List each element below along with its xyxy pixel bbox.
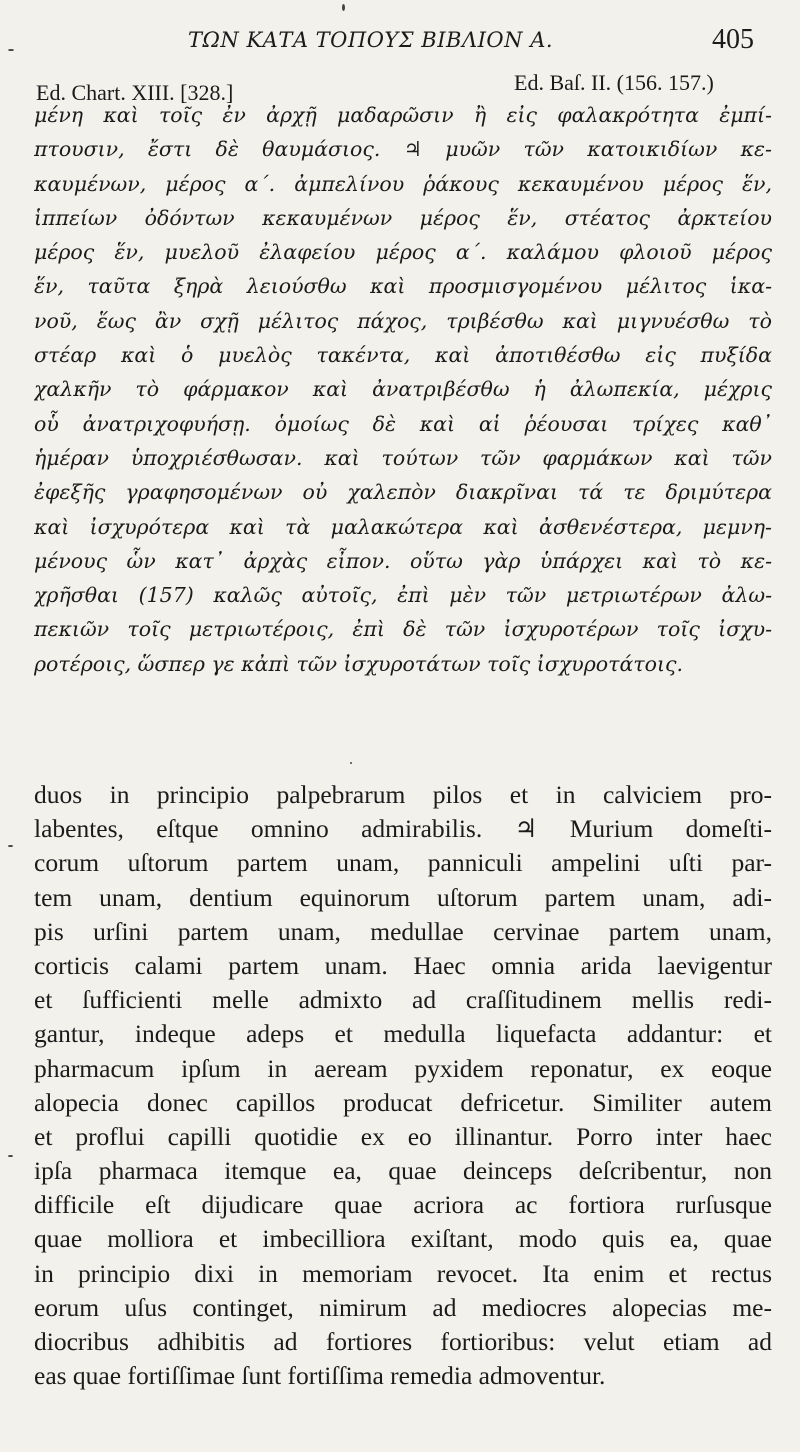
greek-text-line: νοῦ, ἕως ἂν σχῇ μέλιτος πάχος, τριβέσθω καὶ μιγνυέσθω τὸ <box>34 308 772 333</box>
page-number: 405 <box>712 24 754 55</box>
latin-text-line: quae molliora et imbecilliora exiſtant, modo quis ea, quae <box>34 1224 772 1254</box>
greek-text-line: μένους ὧν κατ᾽ ἀρχὰς εἶπον. οὕτω γὰρ ὑπάρχει καὶ τὸ κε- <box>34 548 772 573</box>
running-title: ΤΩΝ ΚΑΤΑ ΤΟΠΟΥΣ ΒΙΒΛΙΟΝ Α. <box>188 28 554 52</box>
greek-text-line: ἡμέραν ὑποχριέσθωσαν. καὶ τούτων τῶν φαρμάκων καὶ τῶν <box>34 445 772 470</box>
latin-text-line: diocribus adhibitis ad fortiores fortioribus: velut etiam ad <box>34 1327 772 1356</box>
latin-text-line: pharmacum ipſum in aeream pyxidem reponatur, ex eoque <box>34 1053 772 1083</box>
latin-text-line: eas quae fortiſſimae ſunt fortiſſima remedia admoventur. <box>34 1361 606 1391</box>
greek-text-line: χαλκῆν τὸ φάρμακον καὶ ἀνατριβέσθω ἡ ἀλωπεκία, μέχρις <box>34 377 772 402</box>
latin-text-line: eorum uſus continget, nimirum ad mediocres alopecias me- <box>34 1292 772 1322</box>
greek-text-line: μέρος ἕν, μυελοῦ ἐλαφείου μέρος α΄. καλάμου φλοιοῦ μέρος <box>34 240 772 265</box>
edition-reference-basel: Ed. Baſ. II. (156. 157.) <box>514 70 714 95</box>
latin-text-line: corum uſtorum partem unam, panniculi ampelini uſti par- <box>34 848 772 878</box>
latin-text-line: gantur, indeque adeps et medulla liquefacta addantur: et <box>34 1019 772 1049</box>
greek-text-line: ροτέροις, ὥσπερ γε κἀπὶ τῶν ἰσχυροτάτων τοῖς ἰσχυροτάτοις. <box>34 651 684 676</box>
greek-text-line: ἕν, ταῦτα ξηρὰ λειούσθω καὶ προσμισγομένου μέλιτος ἱκα- <box>34 274 772 299</box>
greek-text-line: καυμένων, μέρος α΄. ἀμπελίνου ῥάκους κεκαυμένου μέρος ἕν, <box>34 171 772 196</box>
greek-text-line: οὗ ἀνατριχοφυήσῃ. ὁμοίως δὲ καὶ αἱ ῥέουσαι τρίχες καθ᾽ <box>34 411 772 436</box>
latin-text-block <box>34 778 772 1393</box>
latin-text-line: alopecia donec capillos producat defricetur. Similiter autem <box>34 1087 772 1117</box>
latin-text-line: duos in principio palpebrarum pilos et in calviciem pro- <box>34 780 772 809</box>
latin-text-line: corticis calami partem unam. Haec omnia arida laevigentur <box>34 950 772 980</box>
latin-text-line: in principio dixi in memoriam revocet. Ita enim et rectus <box>34 1258 772 1288</box>
latin-text-line: difficile eſt dijudicare quae acriora ac fortiora rurſusque <box>34 1190 772 1220</box>
greek-text-line: ἱππείων ὀδόντων κεκαυμένων μέρος ἕν, στέατος ἀρκτείου <box>34 205 772 230</box>
greek-text-block <box>34 98 772 681</box>
latin-text-line: labentes, eſtque omnino admirabilis. ♃ Murium domeſti- <box>34 814 772 844</box>
latin-text-line: ipſa pharmaca itemque ea, quae deinceps deſcribentur, non <box>34 1156 772 1186</box>
greek-text-line: μένη καὶ τοῖς ἐν ἀρχῇ μαδαρῶσιν ἢ εἰς φαλακρότητα ἐμπί- <box>34 103 772 127</box>
greek-text-line: πεκιῶν τοῖς μετριωτέροις, ἐπὶ δὲ τῶν ἰσχυροτέρων τοῖς ἰσχυ- <box>34 617 772 642</box>
greek-text-line: καὶ ἰσχυρότερα καὶ τὰ μαλακώτερα καὶ ἀσθενέστερα, μεμνη- <box>34 514 772 539</box>
latin-text-line: pis urſini partem unam, medullae cervinae partem unam, <box>34 916 772 946</box>
greek-text-line: χρῆσθαι (157) καλῶς αὐτοῖς, ἐπὶ μὲν τῶν μετριωτέρων ἀλω- <box>34 583 772 608</box>
greek-text-line: πτουσιν, ἔστι δὲ θαυμάσιος. ♃ μυῶν τῶν κατοικιδίων κε- <box>34 137 772 162</box>
latin-text-line: tem unam, dentium equinorum uſtorum partem unam, adi- <box>34 882 772 912</box>
latin-text-line: et ſufficienti melle admixto ad craſſitudinem mellis redi- <box>34 985 772 1015</box>
edition-reference-chartier: Ed. Chart. XIII. [328.] <box>36 80 234 105</box>
greek-text-line: στέαρ καὶ ὁ μυελὸς τακέντα, καὶ ἀποτιθέσθω εἰς πυξίδα <box>34 343 772 368</box>
latin-text-line: et profluі capilli quotidie ex eo illinantur. Porro inter haec <box>34 1121 772 1151</box>
greek-text-line: ἐφεξῆς γραφησομένων οὐ χαλεπὸν διακρῖναι τά τε δριμύτερα <box>34 480 772 505</box>
